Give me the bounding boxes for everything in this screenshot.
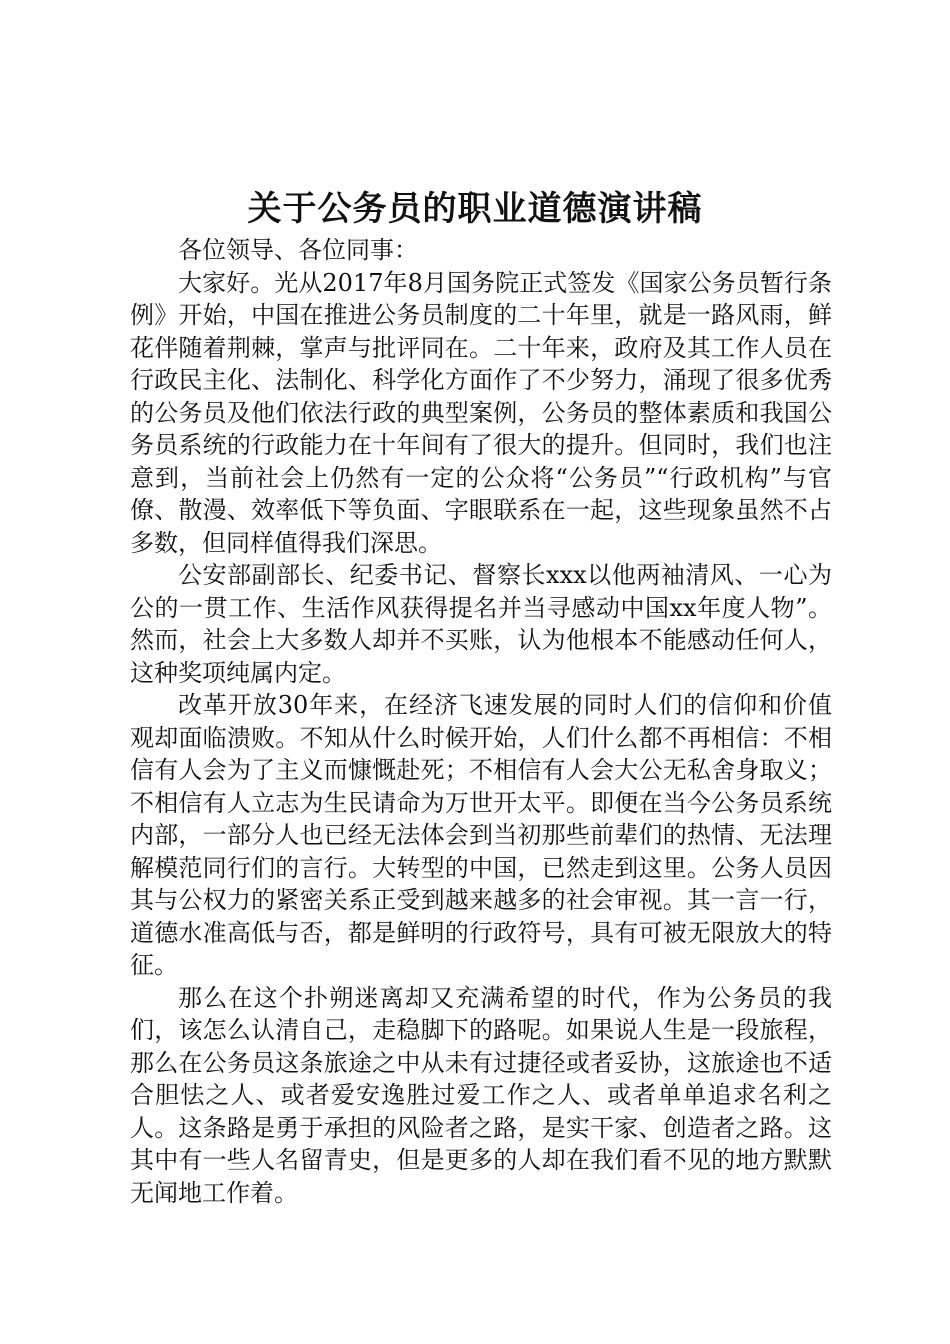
body-paragraph: 公安部副部长、纪委书记、督察长xxx以他两袖清风、一心为公的一贯工作、生活作风获得提名并当寻感动中国xx年度人物”。然而，社会上大多数人却并不买账，认为他根本不能感动任何人，这种奖项纯属内定。 xyxy=(130,561,832,687)
body-paragraph: 大家好。光从2017年8月国务院正式签发《国家公务员暂行条例》开始，中国在推进公务员制度的二十年里，就是一路风雨，鲜花伴随着荆棘，掌声与批评同在。二十年来，政府及其工作人员在行政民主化、法制化、科学化方面作了不少努力，涌现了很多优秀的公务员及他们依法行政的典型案例，公务员的整体素质和我国公务员系统的行政能力在十年间有了很大的提升。但同时，我们也注意到，当前社会上仍然有一定的公众将“公务员”“行政机构”与官僚、散漫、效率低下等负面、字眼联系在一起，这些现象虽然不占多数，但同样值得我们深思。 xyxy=(130,268,832,557)
document-title: 关于公务员的职业道德演讲稿 xyxy=(247,189,703,229)
document-body xyxy=(130,234,832,1209)
body-paragraph: 改革开放30年来，在经济飞速发展的同时人们的信仰和价值观却面临溃败。不知从什么时候开始，人们什么都不再相信：不相信有人会为了主义而慷慨赴死；不相信有人会大公无私舍身取义；不相信有人立志为生民请命为万世开太平。即便在当今公务员系统内部，一部分人也已经无法体会到当初那些前辈们的热情、无法理解模范同行们的言行。大转型的中国，已然走到这里。公务人员因其与公权力的紧密关系正受到越来越多的社会审视。其一言一行，道德水准高低与否，都是鲜明的行政符号，具有可被无限放大的特征。 xyxy=(130,691,832,979)
body-paragraph: 那么在这个扑朔迷离却又充满希望的时代，作为公务员的我们，该怎么认清自己，走稳脚下的路呢。如果说人生是一段旅程，那么在公务员这条旅途之中从未有过捷径或者妥协，这旅途也不适合胆怯之人、或者爱安逸胜过爱工作之人、或者单单追求名利之人。这条路是勇于承担的风险者之路，是实干家、创造者之路。这其中有一些人名留青史，但是更多的人却在我们看不见的地方默默无闻地工作着。 xyxy=(130,983,832,1207)
salutation-paragraph: 各位领导、各位同事： xyxy=(178,236,418,264)
